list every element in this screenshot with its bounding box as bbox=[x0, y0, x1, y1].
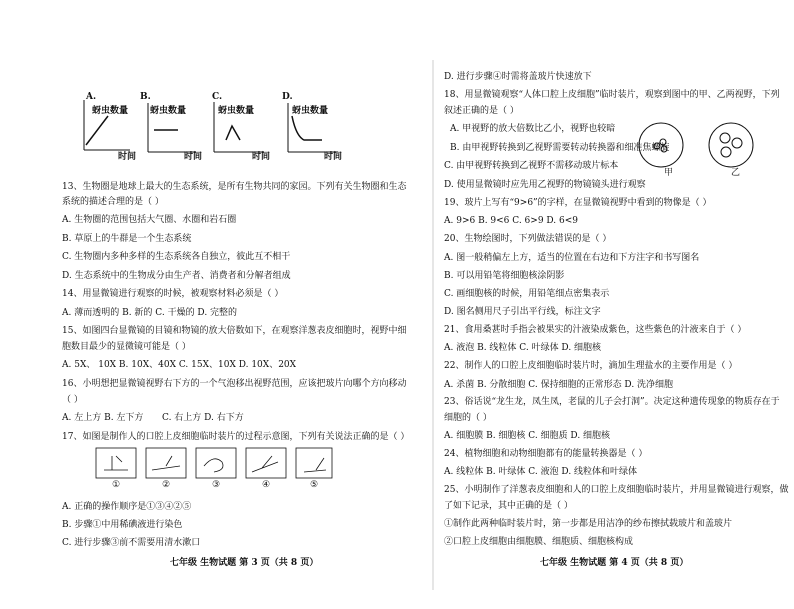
q18-option-a: A. 甲视野的放大倍数比乙小，视野也较暗 bbox=[450, 124, 616, 134]
graph-d-xlabel: 时间 bbox=[324, 152, 343, 162]
graph-d-curve bbox=[292, 116, 322, 140]
q18-line2: 叙述正确的是（ ） bbox=[444, 106, 519, 116]
graph-a-letter: A. bbox=[86, 92, 97, 102]
q13-option-a: A. 生物圈的范围包括大气圈、水圈和岩石圈 bbox=[62, 215, 237, 225]
q19-stem: 19、玻片上写有“9>6”的字样，在显微镜视野中看到的物像是（ ） bbox=[444, 198, 712, 208]
graph-d-ylabel: 蚜虫数量 bbox=[292, 106, 329, 116]
q24-options: A. 线粒体 B. 叶绿体 C. 液泡 D. 线粒体和叶绿体 bbox=[444, 467, 638, 477]
q15-options: A. 5X、 10X B. 10X、40X C. 15X、10X D. 10X、20X bbox=[62, 360, 297, 370]
step4-sketch bbox=[252, 456, 278, 472]
q17-num4: ④ bbox=[262, 480, 271, 490]
q16-options-ab: A. 左上方 B. 左下方 bbox=[62, 413, 144, 423]
graph-b-ylabel: 蚜虫数量 bbox=[150, 106, 187, 116]
q16-line1: 16、小明想把显微镜视野右下方的一个气泡移出视野范围，应该把玻片向哪个方向移动 bbox=[62, 379, 407, 389]
q17-num5: ⑤ bbox=[310, 480, 319, 490]
graph-c-curve bbox=[226, 126, 240, 140]
graph-a-curve bbox=[86, 116, 108, 145]
q23-options: A. 细胞膜 B. 细胞核 C. 细胞质 D. 细胞核 bbox=[444, 431, 611, 441]
field-jia-label: 甲 bbox=[664, 168, 674, 178]
q25-item1: ①制作此两种临时装片时，第一步都是用洁净的纱布擦拭载玻片和盖玻片 bbox=[444, 519, 733, 529]
step2-box bbox=[146, 448, 186, 478]
q16-line2: （ ） bbox=[62, 395, 83, 405]
q20-stem: 20、生物绘图时，下列做法错误的是（ ） bbox=[444, 234, 612, 244]
q15-line2: 胞数目最少的显微镜可能是（ ） bbox=[62, 342, 191, 352]
graph-b-xlabel: 时间 bbox=[184, 152, 203, 162]
right-footer: 七年级 生物试题 第 4 页（共 8 页） bbox=[540, 558, 689, 568]
q17-option-b: B. 步骤①中用稀碘液进行染色 bbox=[62, 520, 183, 530]
q16-options-cd: C. 右上方 D. 右下方 bbox=[162, 413, 244, 423]
q13-option-c: C. 生物圈内多种多样的生态系统各自独立，彼此互不相干 bbox=[62, 252, 291, 262]
step3-sketch bbox=[204, 459, 223, 472]
q22-stem: 22、制作人的口腔上皮细胞临时装片时，滴加生理盐水的主要作用是（ ） bbox=[444, 361, 738, 371]
q20-option-d: D. 图名侧用尺子引出平行线，标注文字 bbox=[444, 307, 601, 317]
yi-cell3 bbox=[721, 147, 731, 157]
q25-line2: 了如下记录，其中正确的是（ ） bbox=[444, 501, 573, 511]
q19-options: A. 9>6 B. 9<6 C. 6>9 D. 6<9 bbox=[444, 216, 579, 226]
graph-c-ylabel: 蚜虫数量 bbox=[218, 106, 255, 116]
q17-option-d: D. 进行步骤④时需将盖玻片快速放下 bbox=[444, 72, 592, 82]
q18-line1: 18、用显微镜观察“人体口腔上皮细胞”临时装片，观察到图中的甲、乙两视野，下列 bbox=[444, 90, 780, 100]
q17-stem: 17、如图是制作人的口腔上皮细胞临时装片的过程示意图，下列有关说法正确的是（ ） bbox=[62, 432, 410, 442]
field-yi-label: 乙 bbox=[731, 168, 741, 178]
graph-d-letter: D. bbox=[282, 92, 293, 102]
q24-stem: 24、植物细胞和动物细胞都有的能量转换器是（ ） bbox=[444, 449, 648, 459]
q18-option-b: B. 由甲视野转换到乙视野需要转动转换器和细准焦螺旋 bbox=[450, 143, 670, 153]
q20-option-b: B. 可以用铅笔将细胞核涂阴影 bbox=[444, 271, 565, 281]
q25-item2: ②口腔上皮细胞由细胞膜、细胞质、细胞核构成 bbox=[444, 537, 634, 547]
step1-sketch bbox=[104, 456, 128, 470]
q25-line1: 25、小明制作了洋葱表皮细胞和人的口腔上皮细胞临时装片，并用显微镜进行观察，做 bbox=[444, 485, 789, 495]
q18-option-c: C. 由甲视野转换到乙视野不需移动玻片标本 bbox=[444, 161, 619, 171]
q13-option-d: D. 生态系统中的生物成分由生产者、消费者和分解者组成 bbox=[62, 271, 291, 281]
q20-option-a: A. 图一般稍偏左上方，适当的位置在右边和下方注字和书写图名 bbox=[444, 253, 700, 263]
q17-num2: ② bbox=[162, 480, 171, 490]
graph-a-xlabel: 时间 bbox=[118, 152, 137, 162]
field-yi-circle bbox=[709, 123, 753, 167]
q17-option-a: A. 正确的操作顺序是①③④②⑤ bbox=[62, 502, 192, 512]
graph-c-xlabel: 时间 bbox=[252, 152, 271, 162]
q23-line1: 23、俗话说“龙生龙，凤生凤，老鼠的儿子会打洞”。决定这种遗传现象的物质存在于 bbox=[444, 397, 780, 407]
q21-options: A. 液泡 B. 线粒体 C. 叶绿体 D. 细胞核 bbox=[444, 343, 602, 353]
q23-line2: 细胞的（ ） bbox=[444, 413, 492, 423]
graph-c-letter: C. bbox=[212, 92, 223, 102]
q13-line2: 系统的描述合理的是（ ） bbox=[62, 197, 164, 207]
q18-option-d: D. 使用显微镜时应先用乙视野的物镜镜头进行观察 bbox=[444, 180, 646, 190]
q17-num3: ③ bbox=[212, 480, 221, 490]
q22-options: A. 杀菌 B. 分散细胞 C. 保持细胞的正常形态 D. 洗净细胞 bbox=[444, 380, 674, 390]
q14-stem: 14、用显微镜进行观察的时候，被观察材料必须是（ ） bbox=[62, 289, 284, 299]
step2-sketch bbox=[152, 456, 180, 470]
q21-stem: 21、食用桑葚时手指会被果实的汁液染成紫色，这些紫色的汁液来自于（ ） bbox=[444, 325, 747, 335]
q20-option-c: C. 画细胞核的时候，用铅笔细点密集表示 bbox=[444, 289, 610, 299]
step3-box bbox=[196, 448, 236, 478]
yi-cell1 bbox=[720, 133, 730, 143]
q14-options: A. 薄而透明的 B. 新的 C. 干燥的 D. 完整的 bbox=[62, 308, 238, 318]
q17-num1: ① bbox=[112, 480, 121, 490]
step5-box bbox=[296, 448, 332, 478]
graph-a-ylabel: 蚜虫数量 bbox=[92, 106, 129, 116]
step5-sketch bbox=[304, 458, 326, 472]
yi-cell2 bbox=[732, 138, 742, 148]
graph-b-letter: B. bbox=[140, 92, 151, 102]
step1-box bbox=[96, 448, 136, 478]
left-footer: 七年级 生物试题 第 3 页（共 8 页） bbox=[170, 558, 319, 568]
q17-option-c: C. 进行步骤③前不需要用清水漱口 bbox=[62, 538, 201, 548]
q13-option-b: B. 草原上的牛群是一个生态系统 bbox=[62, 234, 192, 244]
q13-line1: 13、生物圈是地球上最大的生态系统，是所有生物共同的家园。下列有关生物圈和生态 bbox=[62, 182, 407, 192]
q15-line1: 15、如图四台显微镜的目镜和物镜的放大倍数如下，在观察洋葱表皮细胞时，视野中细 bbox=[62, 326, 407, 336]
